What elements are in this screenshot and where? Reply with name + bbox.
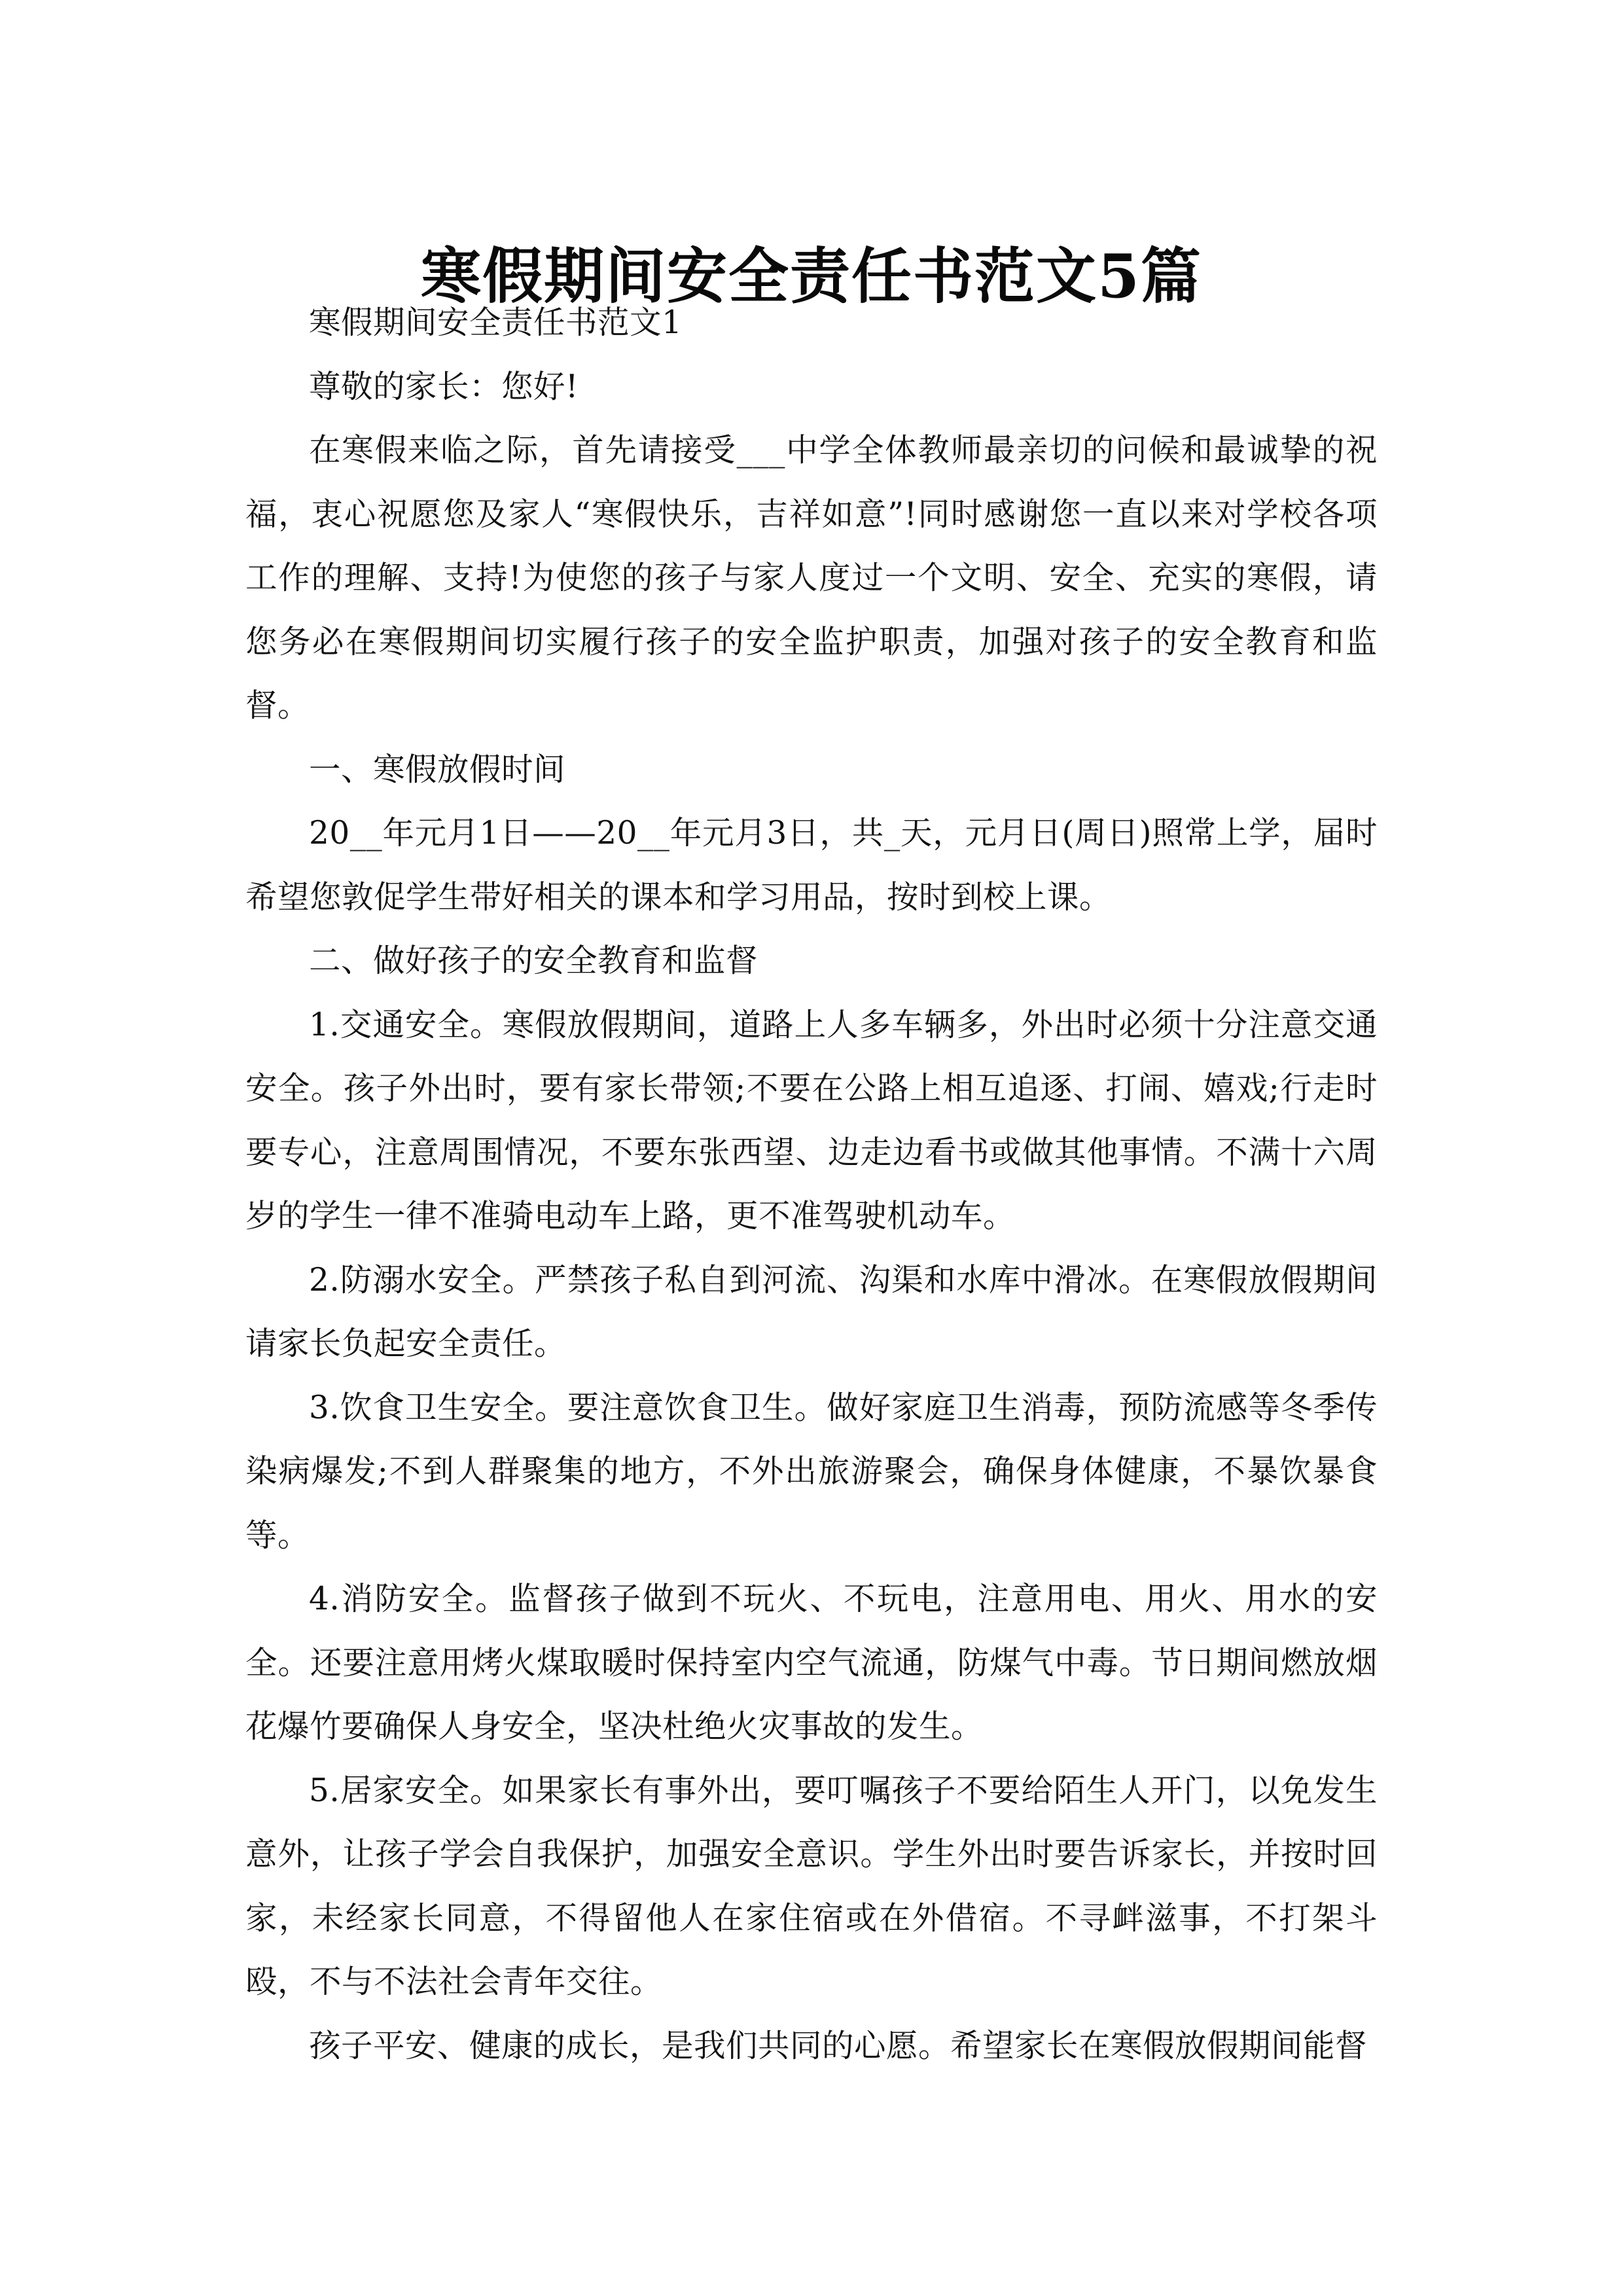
heading-safety-education: 二、做好孩子的安全教育和监督 bbox=[309, 942, 758, 979]
salutation: 尊敬的家长：您好! bbox=[309, 368, 579, 405]
paragraph-traffic-safety: 1.交通安全。寒假放假期间，道路上人多车辆多，外出时必须十分注意交通安全。孩子外出时，要有家长带领;不要在公路上相互追逐、打闹、嬉戏;行走时要专心，注意周围情况，不要东张西望、边走边看书或做其他事情。不满十六周岁的学生一律不准骑电动车上路，更不准驾驶机动车。 bbox=[245, 1006, 1378, 1234]
paragraph-closing: 孩子平安、健康的成长，是我们共同的心愿。希望家长在寒假放假期间能督 bbox=[309, 2027, 1368, 2064]
paragraph-intro: 在寒假来临之际，首先请接受___中学全体教师最亲切的问候和最诚挚的祝福，衷心祝愿您及家人“寒假快乐，吉祥如意”!同时感谢您一直以来对学校各项工作的理解、支持!为使您的孩子与家人度过一个文明、安全、充实的寒假，请您务必在寒假期间切实履行孩子的安全监护职责，加强对孩子的安全教育和监督。 bbox=[245, 432, 1378, 724]
document-title: 寒假期间安全责任书范文5篇 bbox=[420, 240, 1202, 312]
paragraph-food-safety: 3.饮食卫生安全。要注意饮食卫生。做好家庭卫生消毒，预防流感等冬季传染病爆发;不到人群聚集的地方，不外出旅游聚会，确保身体健康，不暴饮暴食等。 bbox=[245, 1389, 1378, 1554]
document-body bbox=[245, 291, 1378, 2078]
paragraph-home-safety: 5.居家安全。如果家长有事外出，要叮嘱孩子不要给陌生人开门，以免发生意外，让孩子学会自我保护，加强安全意识。学生外出时要告诉家长，并按时回家，未经家长同意，不得留他人在家住宿或在外借宿。不寻衅滋事，不打架斗殴，不与不法社会青年交往。 bbox=[245, 1772, 1378, 2000]
heading-vacation-time: 一、寒假放假时间 bbox=[309, 751, 566, 788]
section-subtitle: 寒假期间安全责任书范文1 bbox=[309, 304, 683, 341]
paragraph-drowning-safety: 2.防溺水安全。严禁孩子私自到河流、沟渠和水库中滑冰。在寒假放假期间请家长负起安全责任。 bbox=[245, 1261, 1378, 1362]
paragraph-vacation-dates: 20__年元月1日——20__年元月3日，共_天，元月日(周日)照常上学，届时希望您敦促学生带好相关的课本和学习用品，按时到校上课。 bbox=[245, 815, 1378, 916]
paragraph-fire-safety: 4.消防安全。监督孩子做到不玩火、不玩电，注意用电、用火、用水的安全。还要注意用烤火煤取暖时保持室内空气流通，防煤气中毒。节日期间燃放烟花爆竹要确保人身安全，坚决杜绝火灾事故的发生。 bbox=[245, 1581, 1378, 1745]
